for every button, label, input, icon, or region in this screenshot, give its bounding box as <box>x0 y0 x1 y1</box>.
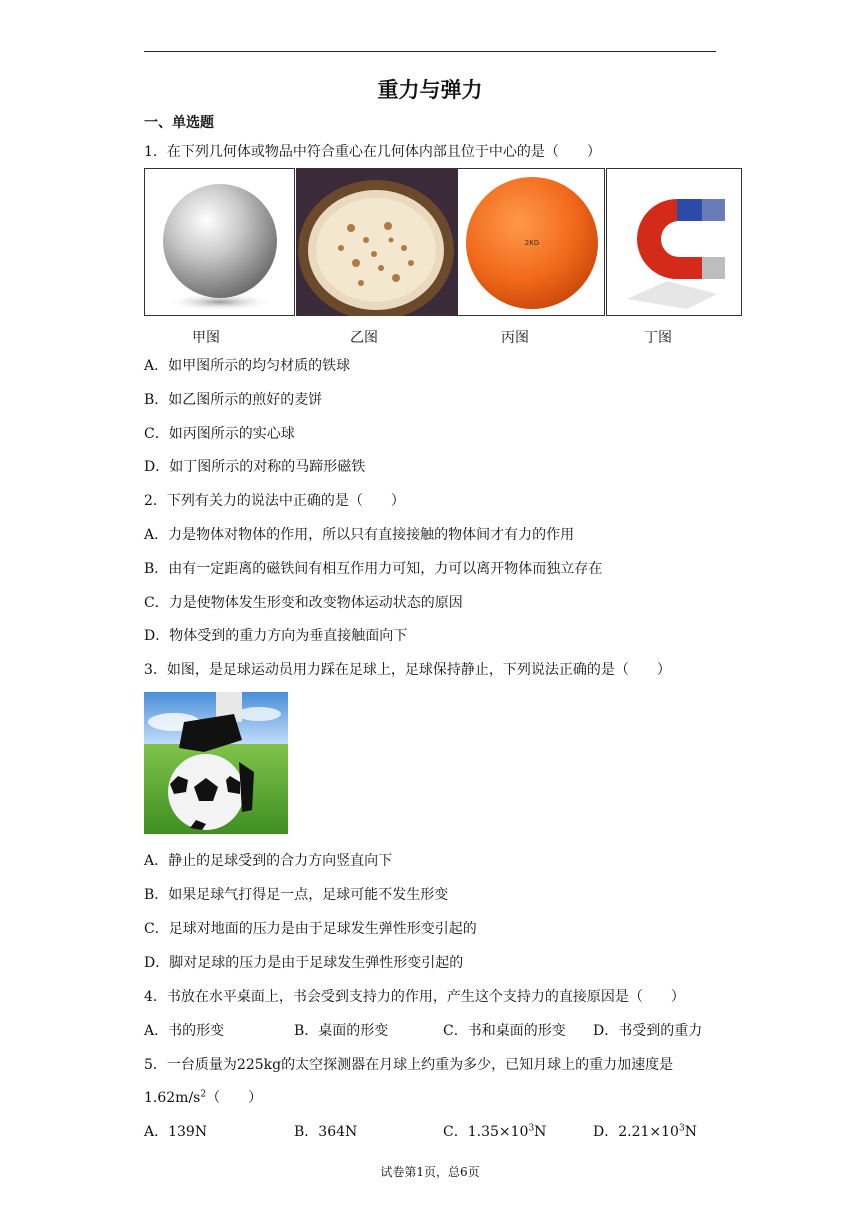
q1-option-d: D．如丁图所示的对称的马蹄形磁铁 <box>144 459 366 475</box>
q3-option-c: C．足球对地面的压力是由于足球发生弹性形变引起的 <box>144 921 477 937</box>
question-5-stem-line1: 5．一台质量为225kg的太空探测器在月球上约重为多少，已知月球上的重力加速度是 <box>144 1057 674 1073</box>
q2-option-d: D．物体受到的重力方向为垂直接触面向下 <box>144 628 408 644</box>
figure-soccer-ball-under-foot <box>144 692 288 834</box>
q5-accel-exponent: 2 <box>200 1089 207 1100</box>
header-rule <box>144 51 716 52</box>
figure-jia-sphere <box>144 168 295 316</box>
question-3-stem: 3．如图，是足球运动员用力踩在足球上，足球保持静止，下列说法正确的是（ ） <box>144 662 671 678</box>
q4-option-a: A．书的形变 <box>144 1023 225 1039</box>
q5-option-d: D．$2.21\times 10^3N$ <box>593 1123 697 1140</box>
q5-answer-blank: （ ） <box>206 1090 263 1106</box>
q3-option-d: D．脚对足球的压力是由于足球发生弹性形变引起的 <box>144 955 464 971</box>
q2-option-c: C．力是使物体发生形变和改变物体运动状态的原因 <box>144 595 463 611</box>
figure-bing-medicine-ball <box>457 168 605 316</box>
q1-option-b: B．如乙图所示的煎好的麦饼 <box>144 392 323 408</box>
figure-ding-horseshoe-magnet <box>606 168 742 316</box>
q2-option-a: A．力是物体对物体的作用，所以只有直接接触的物体间才有力的作用 <box>144 527 575 543</box>
caption-jia: 甲图 <box>192 330 220 346</box>
figure-yi-flatbread <box>296 168 457 316</box>
caption-ding: 丁图 <box>644 330 672 346</box>
section-heading: 一、单选题 <box>144 115 214 131</box>
question-1-stem: 1．在下列几何体或物品中符合重心在几何体内部且位于中心的是（ ） <box>144 144 601 160</box>
q3-option-a: A．静止的足球受到的合力方向竖直向下 <box>144 853 393 869</box>
ball-label: 2KG <box>524 239 540 247</box>
page-footer: 试卷第1页，总6页 <box>380 1165 480 1179</box>
q5-option-c: C．$1.35\times 10^3N$ <box>443 1123 547 1140</box>
q4-option-b: B．桌面的形变 <box>294 1023 389 1039</box>
q1-option-a: A．如甲图所示的均匀材质的铁球 <box>144 358 351 374</box>
q4-option-d: D．书受到的重力 <box>593 1023 703 1039</box>
q5-option-b: B．364N <box>294 1124 358 1140</box>
question-5-stem-line2 <box>144 1087 262 1107</box>
q5-accel-value: 1.62m/s <box>144 1090 201 1106</box>
page-title: 重力与弹力 <box>377 78 483 102</box>
q3-option-b: B．如果足球气打得足一点，足球可能不发生形变 <box>144 887 449 903</box>
question-2-stem: 2．下列有关力的说法中正确的是（ ） <box>144 493 405 509</box>
q4-option-c: C．书和桌面的形变 <box>443 1023 566 1039</box>
question-4-stem: 4．书放在水平桌面上，书会受到支持力的作用，产生这个支持力的直接原因是（ ） <box>144 989 685 1005</box>
q2-option-b: B．由有一定距离的磁铁间有相互作用力可知，力可以离开物体而独立存在 <box>144 561 603 577</box>
q1-option-c: C．如丙图所示的实心球 <box>144 426 295 442</box>
caption-bing: 丙图 <box>501 330 529 346</box>
q5-option-a: A．139N <box>144 1124 208 1140</box>
caption-yi: 乙图 <box>350 330 378 346</box>
